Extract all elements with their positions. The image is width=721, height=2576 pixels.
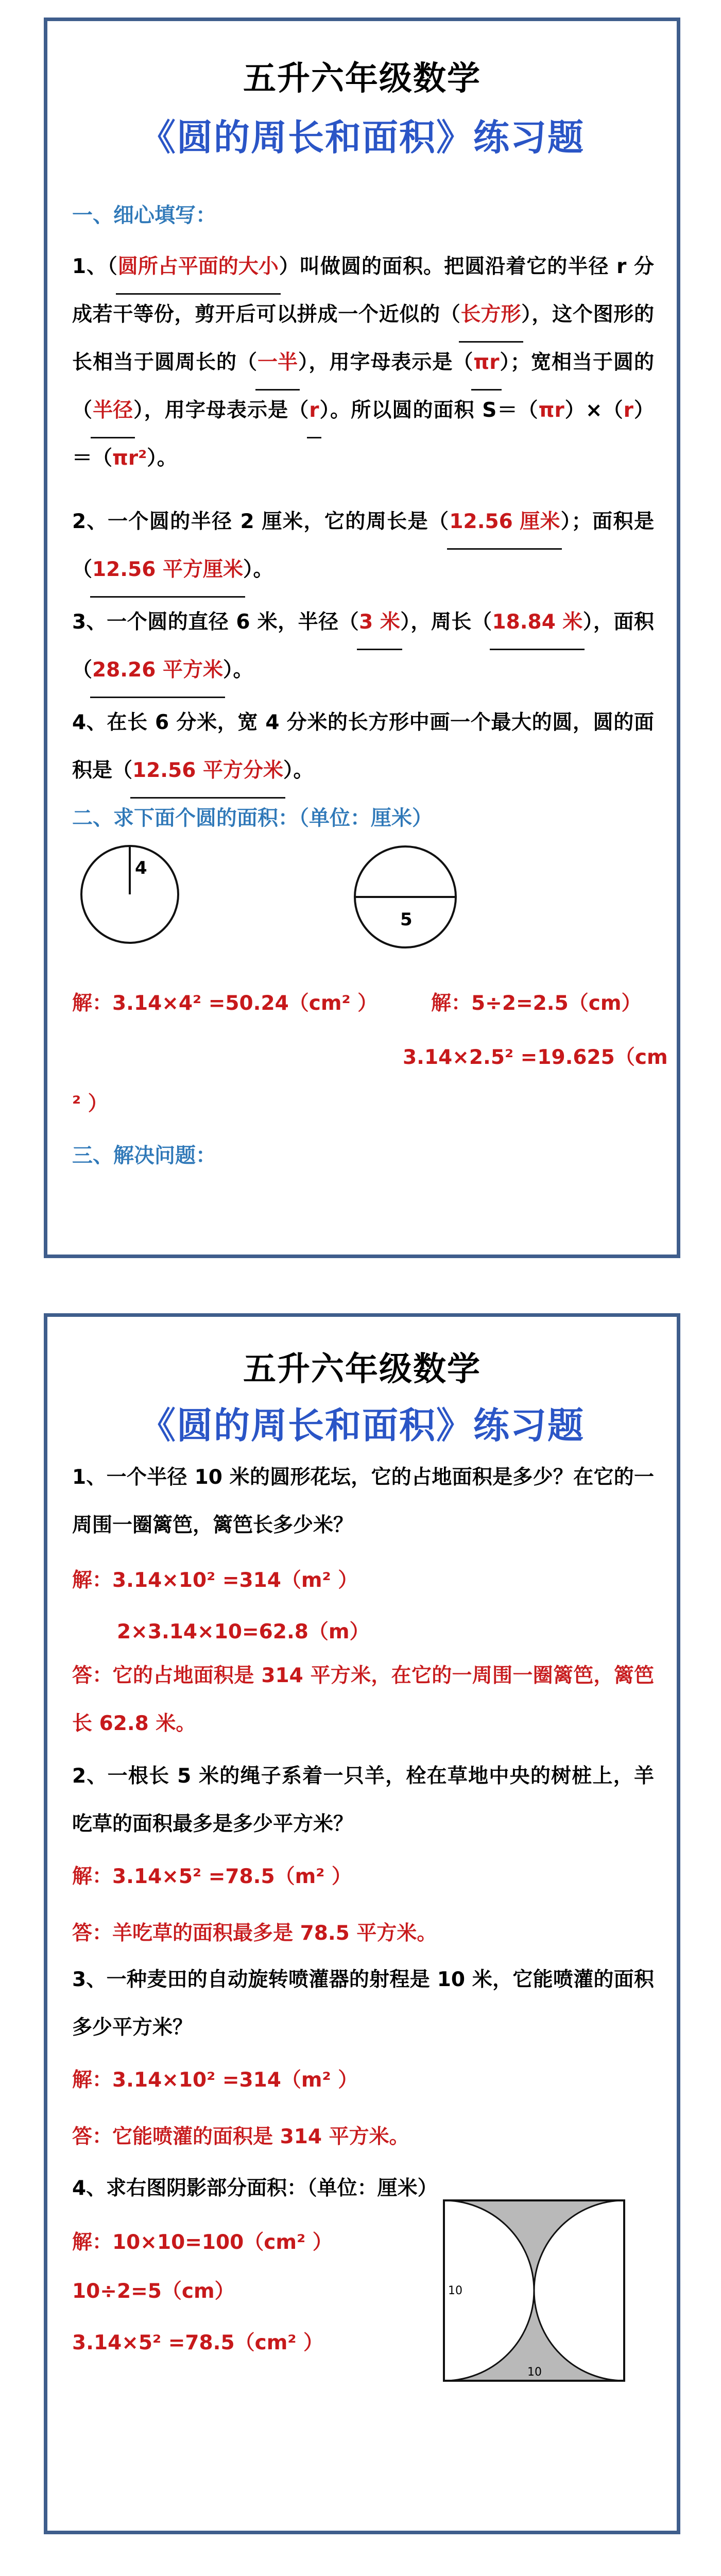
q3-text: ）。 (222, 658, 253, 682)
problem-2-answer: 答：羊吃草的面积最多是 78.5 平方米。 (72, 1922, 437, 1945)
question-1 (72, 243, 654, 482)
problem-2-solution: 解：3.14×5² =78.5（m² ） (72, 1865, 352, 1888)
page-title: 五升六年级数学 (243, 60, 481, 98)
problem-4-solution-step-2: 10÷2=5（cm） (72, 2280, 235, 2303)
shaded-square-figure (439, 2195, 629, 2386)
q1-text: 1、（ (72, 255, 118, 278)
q1-text: ），用字母表示是（ (297, 351, 474, 374)
question-2 (72, 498, 654, 594)
problem-3-solution: 解：3.14×10² =314（m² ） (72, 2069, 358, 2092)
q2-text: ）；面积是（ (72, 510, 654, 581)
q1-text: ）×（ (564, 399, 624, 422)
q3-answer-3: 28.26 平方米 (92, 646, 223, 694)
bottom-length-label: 10 (527, 2366, 542, 2379)
q1-text: ），这个图形的长相当于圆周长的（ (72, 303, 654, 374)
solution-circle-1: 解：3.14×4² =50.24（cm² ） (72, 992, 378, 1015)
problem-1: 1、一个半径 10 米的圆形花坛，它的占地面积是多少？在它的一周围一圈篱笆，篱笆长多少米？ (72, 1466, 654, 1537)
worksheet-page-2 (44, 1313, 680, 2534)
q1-answer-5: 半径 (93, 386, 133, 434)
problem-2: 2、一根长 5 米的绳子系着一只羊，栓在草地中央的树桩上，羊吃草的面积最多是多少平方米？ (72, 1765, 654, 1836)
q1-text: ）。所以圆的面积 S＝（ (319, 399, 539, 422)
q3-answer-1: 3 米 (359, 598, 400, 646)
section-heading-fill-in: 一、细心填写： (72, 204, 216, 227)
q2-text: ）。 (243, 558, 273, 581)
problem-4-solution-step-3: 3.14×5² =78.5（cm² ） (72, 2331, 324, 2354)
problem-1-solution-step-2: 2×3.14×10=62.8（m） (117, 1620, 370, 1643)
problem-1-solution-step-1: 解：3.14×10² =314（m² ） (72, 1569, 358, 1592)
q1-answer-9: πr² (112, 447, 147, 470)
question-4 (72, 699, 654, 794)
problem-4-solution-step-1: 解：10×10=100（cm² ） (72, 2231, 333, 2254)
solution-circle-2-unit: ² ） (72, 1092, 108, 1115)
solution-circle-2-step-2: 3.14×2.5² =19.625（cm (403, 1046, 668, 1069)
q1-answer-8: r (623, 399, 633, 422)
diameter-label: 5 (400, 909, 413, 930)
problem-3: 3、一种麦田的自动旋转喷灌器的射程是 10 米，它能喷灌的面积多少平方米？ (72, 1968, 654, 2039)
worksheet-page-1 (44, 18, 680, 1258)
q1-answer-7: πr (538, 399, 564, 422)
q3-text: 3、一个圆的直径 6 米，半径（ (72, 611, 359, 634)
q3-text: ），周长（ (400, 611, 492, 634)
q2-text: 2、一个圆的半径 2 厘米，它的周长是（ (72, 510, 450, 533)
q4-answer-1: 12.56 平方分米 (132, 747, 283, 794)
q1-text: ）；宽相当于圆的（ (72, 351, 654, 422)
q1-answer-4: πr (473, 338, 499, 386)
q1-answer-2: 长方形 (461, 291, 521, 338)
question-3 (72, 598, 654, 694)
solution-circle-2-step-1: 解：5÷2=2.5（cm） (431, 992, 642, 1015)
page-title: 五升六年级数学 (243, 1350, 481, 1388)
problem-3-answer: 答：它能喷灌的面积是 314 平方米。 (72, 2125, 409, 2148)
section-heading-solve: 三、解决问题： (72, 1144, 216, 1167)
q2-answer-1: 12.56 厘米 (449, 498, 560, 546)
circle-figure-diameter (351, 843, 459, 951)
page-subtitle: 《圆的周长和面积》练习题 (140, 116, 585, 159)
circle-figure-radius (78, 843, 181, 946)
q1-answer-1: 圆所占平面的大小 (118, 243, 279, 291)
side-length-label: 10 (448, 2284, 462, 2297)
page-subtitle: 《圆的周长和面积》练习题 (140, 1404, 585, 1447)
q1-text: ）叫做圆的面积。把圆沿着它的半径 r 分成若干等份，剪开后可以拼成一个近似的（ (72, 255, 655, 326)
q3-answer-2: 18.84 米 (492, 598, 582, 646)
q1-answer-6: r (309, 386, 319, 434)
q4-text: ）。 (283, 759, 314, 782)
q1-text: ）＝（ (72, 399, 654, 470)
problem-1-answer: 答：它的占地面积是 314 平方米，在它的一周围一圈篱笆，篱笆长 62.8 米。 (72, 1664, 654, 1735)
q4-text: 4、在长 6 分米，宽 4 分米的长方形中画一个最大的圆，圆的面积是（ (72, 711, 654, 782)
q1-text: ），用字母表示是（ (133, 399, 310, 422)
section-heading-circle-area: 二、求下面个圆的面积：（单位：厘米） (72, 806, 433, 830)
problem-4: 4、求右图阴影部分面积：（单位：厘米） (72, 2177, 438, 2200)
q2-answer-2: 12.56 平方厘米 (92, 546, 243, 594)
q1-answer-3: 一半 (258, 338, 298, 386)
q1-text: ）。 (147, 447, 177, 470)
q3-text: ），面积（ (72, 611, 654, 682)
radius-label: 4 (135, 858, 147, 878)
